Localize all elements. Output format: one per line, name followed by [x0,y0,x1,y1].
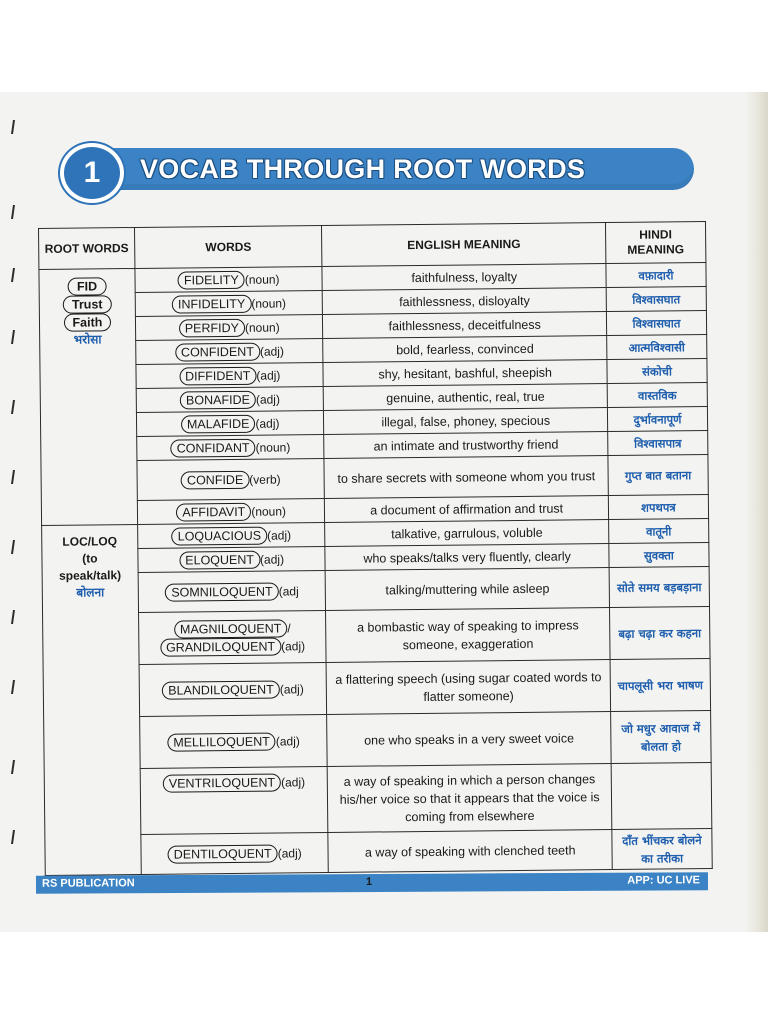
word-cell [137,459,325,501]
word-cell [136,363,324,389]
header-hindi-meaning: HINDI MEANING [605,222,706,264]
root-gloss: Trust [63,295,112,314]
word-cell [138,547,326,573]
word: CONFIDANT [171,438,256,457]
hindi-meaning: वास्तविक [607,383,707,408]
word-cell [138,571,326,613]
english-meaning: talkative, garrulous, voluble [325,520,609,547]
english-meaning: faithfulness, loyalty [322,264,606,291]
hindi-meaning: आत्मविश्वासी [607,335,707,360]
header-words: WORDS [134,226,322,269]
word-cell [136,387,324,413]
word-cell [136,339,324,365]
part-of-speech: (noun) [244,271,280,287]
table-header-row [39,222,706,270]
word: AFFIDAVIT [176,502,251,521]
table-row [43,658,711,717]
header-english-meaning: ENGLISH MEANING [322,223,606,267]
part-of-speech: (adj) [256,367,281,383]
english-meaning: a way of speaking with clenched teeth [328,830,612,873]
english-meaning: faithlessness, disloyalty [323,288,607,315]
part-of-speech: (adj) [259,551,285,567]
word: DENTILOQUENT [168,844,278,863]
word: PERFIDY [179,318,245,337]
part-of-speech: (noun) [251,503,287,519]
root-word: LOC/LOQ [62,534,118,549]
word-cell [140,766,328,834]
english-meaning: bold, fearless, convinced [323,336,607,363]
english-meaning: shy, hesitant, bashful, sheepish [323,360,607,387]
word: DIFFIDENT [179,366,256,385]
hindi-meaning [611,762,712,829]
word-cell [137,435,325,461]
hindi-meaning: विश्वासघात [606,311,706,336]
vocab-table [38,221,713,876]
root-gloss: Faith [63,313,111,332]
word: MELLILOQUENT [167,732,276,751]
header-root-words: ROOT WORDS [39,227,135,269]
root-word: FID [68,277,106,295]
hindi-meaning: संकोची [607,359,707,384]
root-gloss: speak/talk) [58,568,122,583]
table-row [44,762,712,835]
part-of-speech: (adj) [280,638,306,653]
page-footer [36,872,708,894]
hindi-meaning: वातूनी [609,518,709,543]
footer-publisher: RS PUBLICATION [41,877,135,890]
part-of-speech: (adj) [279,681,304,696]
hindi-meaning: सोते समय बड़बड़ाना [609,566,709,607]
table-row [44,710,712,769]
part-of-speech: (adj) [275,733,300,749]
page-curl-shadow [745,92,768,932]
english-meaning: an intimate and trustworthy friend [324,432,608,459]
hindi-meaning: दाँत भींचकर बोलने का तरीका [612,828,712,869]
english-meaning: a document of affirmation and trust [325,496,609,523]
hindi-meaning: वफ़ादारी [606,263,706,288]
word: BLANDILOQUENT [162,680,280,699]
english-meaning: to share secrets with someone whom you trust [324,456,608,499]
footer-app-name: APP: UC LIVE [627,874,701,887]
word: MALAFIDE [181,414,256,433]
word-cell [138,611,326,665]
english-meaning: one who speaks in a very sweet voice [327,712,611,767]
word: LOQUACIOUS [172,526,268,545]
root-cell-fid [39,268,138,525]
word: BONAFIDE [180,390,256,409]
hindi-meaning: शपथपत्र [608,494,708,519]
table-row [43,606,711,665]
part-of-speech: (adj) [259,343,284,359]
word-cell [136,411,324,437]
word: INFIDELITY [172,294,252,313]
hindi-meaning: गुप्त बात बताना [608,454,708,495]
part-of-speech: (adj) [255,415,280,431]
root-gloss: (to [82,551,98,566]
part-of-speech: (adj) [281,775,306,790]
hindi-meaning: विश्वासघात [606,287,706,312]
english-meaning: a way of speaking in which a person changes his/her voice so that it appears that the voice is coming from elsewhere [328,764,612,833]
word: CONFIDE [181,470,249,489]
hindi-meaning: दुर्भावनापूर्ण [607,406,707,431]
word-cell [135,315,323,341]
english-meaning: who speaks/talks very fluently, clearly [325,544,609,571]
table-row [45,828,712,875]
part-of-speech: (adj) [266,527,292,543]
hindi-meaning: जो मधुर आवाज में बोलता हो [611,710,712,763]
word-cell [137,523,325,549]
word: ELOQUENT [179,550,260,569]
english-meaning: faithlessness, deceitfulness [323,312,607,339]
table-row [41,454,708,501]
word: MAGNILOQUENT [174,619,288,638]
english-meaning: a bombastic way of speaking to impress someone, exaggeration [326,608,610,663]
word: SOMNILOQUENT [165,582,279,601]
part-of-speech: (adj) [255,391,281,407]
part-of-speech: (noun) [244,319,280,335]
english-meaning: genuine, authentic, real, true [324,384,608,411]
hindi-meaning: बढ़ा चढ़ा कर कहना [609,606,710,659]
word: VENTRILOQUENT [163,773,281,792]
footer-page-number: 1 [365,875,373,889]
word: CONFIDENT [175,342,260,361]
chapter-number-badge: 1 [60,143,124,203]
word-cell [139,714,327,768]
part-of-speech: (noun) [255,439,291,455]
hindi-meaning: चापलूसी भरा भाषण [610,658,711,711]
part-of-speech: / [287,620,291,635]
part-of-speech: (noun) [251,295,287,311]
table-row [42,566,709,613]
hindi-meaning: सुवक्ता [609,542,709,567]
part-of-speech: (adj [278,583,299,598]
part-of-speech: (adj) [277,845,302,861]
root-hindi: भरोसा [73,332,102,347]
english-meaning: a flattering speech (using sugar coated words to flatter someone) [327,660,611,715]
english-meaning: illegal, false, phoney, specious [324,408,608,435]
part-of-speech: (verb) [249,471,281,487]
word: FIDELITY [178,270,245,289]
root-cell-loc-loq [42,524,142,875]
word-cell [141,832,329,874]
chapter-title: VOCAB THROUGH ROOT WORDS [140,154,586,184]
word-cell [139,663,327,717]
word-cell [135,291,323,317]
root-hindi: बोलना [76,585,105,600]
word-cell [137,499,325,525]
word: GRANDILOQUENT [160,637,281,656]
hindi-meaning: विश्वासपात्र [608,430,708,455]
english-meaning: talking/muttering while asleep [326,568,610,611]
word-cell [135,267,323,293]
